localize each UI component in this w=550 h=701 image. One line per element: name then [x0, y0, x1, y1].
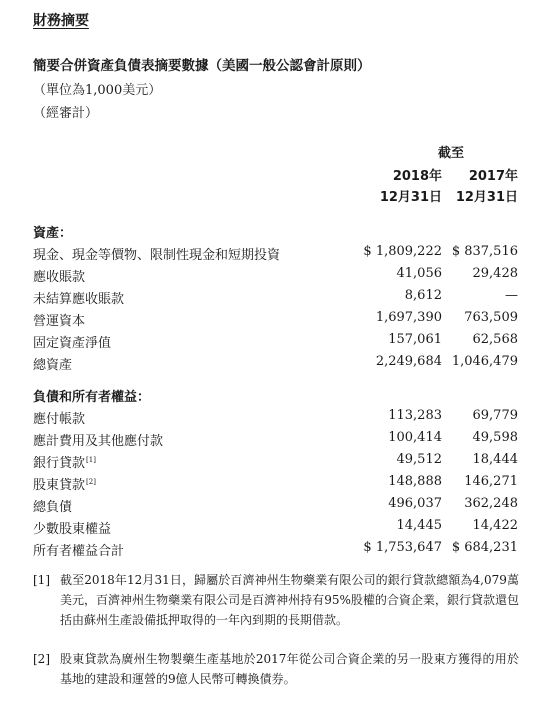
value-2017: 49,598	[472, 430, 518, 445]
unit-note: （單位為1,000美元）	[33, 83, 162, 98]
footnote-text: 股東貸款為廣州生物製藥生產基地於2017年從公司合資企業的另一股東方獲得的用於基地的建設和運營的9億人民幣可轉換債券。	[60, 652, 519, 686]
footnote-mark: [1]	[33, 573, 50, 587]
footnote-text: 截至2018年12月31日，歸屬於百濟神州生物藥業有限公司的銀行貸款總額為4,079萬美元，百濟神州生物藥業有限公司是百濟神州持有95%股權的合資企業，銀行貸款還包括由蘇州生產設備抵押取得的一年內到期的長期借款。	[60, 573, 519, 627]
table-row	[0, 408, 550, 430]
row-label: 固定資產淨值	[33, 336, 112, 351]
header-col-2017-year: 2017年	[468, 169, 518, 184]
table-row	[0, 288, 550, 310]
assets-group-label: 資產：	[33, 226, 73, 241]
row-label: 未結算應收賬款	[33, 292, 125, 307]
audit-note: （經審計）	[33, 106, 99, 121]
row-label: 應計費用及其他應付款	[33, 434, 164, 449]
value-2017: —	[505, 288, 518, 303]
value-2018: 113,283	[388, 408, 442, 423]
row-label: 應收賬款	[33, 270, 86, 285]
table-row	[0, 518, 550, 540]
table-row	[0, 310, 550, 332]
value-2017: 146,271	[464, 474, 518, 489]
table-row	[0, 354, 550, 376]
value-2017: 62,568	[472, 332, 518, 347]
table-row	[0, 474, 550, 496]
value-2018: $ 1,809,222	[363, 244, 442, 259]
footnote-ref: [2]	[86, 477, 96, 486]
value-2018: 8,612	[404, 288, 442, 303]
footnote-ref: [1]	[86, 455, 96, 464]
value-2017: 763,509	[464, 310, 518, 325]
footnote-1	[33, 570, 519, 630]
report-title: 簡要合併資產負債表摘要數據（美國一般公認會計原則）	[33, 58, 371, 74]
header-col-2018-date: 12月31日	[379, 190, 442, 205]
footnote-2	[33, 649, 519, 689]
header-col-2018-year: 2018年	[392, 169, 442, 184]
section-title: 財務摘要	[33, 13, 89, 29]
value-2017: 18,444	[472, 452, 518, 467]
value-2017: 1,046,479	[451, 354, 518, 369]
table-row	[0, 496, 550, 518]
value-2018: 148,888	[388, 474, 442, 489]
value-2018: 1,697,390	[375, 310, 442, 325]
row-label: 應付帳款	[33, 412, 86, 427]
row-label: 總負債	[33, 500, 73, 515]
row-label: 營運資本	[33, 314, 86, 329]
table-row	[0, 540, 550, 562]
row-label: 總資產	[33, 358, 73, 373]
value-2018: 100,414	[388, 430, 442, 445]
value-2017: $ 837,516	[451, 244, 518, 259]
header-as-of: 截至	[437, 146, 464, 161]
row-label: 股東貸款[2]	[33, 477, 96, 493]
value-2017: 14,422	[472, 518, 518, 533]
value-2017: $ 684,231	[451, 540, 518, 555]
header-col-2017-date: 12月31日	[455, 190, 518, 205]
row-label: 銀行貸款[1]	[33, 455, 96, 471]
value-2018: 2,249,684	[375, 354, 442, 369]
value-2018: 14,445	[396, 518, 442, 533]
row-label: 現金、現金等價物、限制性現金和短期投資	[33, 248, 281, 263]
row-label: 少數股東權益	[33, 522, 112, 537]
table-row	[0, 332, 550, 354]
value-2018: $ 1,753,647	[363, 540, 442, 555]
table-row	[0, 452, 550, 474]
value-2018: 49,512	[396, 452, 442, 467]
value-2017: 29,428	[472, 266, 518, 281]
value-2017: 362,248	[464, 496, 518, 511]
value-2018: 157,061	[388, 332, 442, 347]
value-2017: 69,779	[472, 408, 518, 423]
liabilities-group-label: 負債和所有者權益：	[33, 390, 151, 405]
row-label: 所有者權益合計	[33, 544, 125, 559]
table-row	[0, 430, 550, 452]
value-2018: 496,037	[388, 496, 442, 511]
table-row	[0, 266, 550, 288]
footnote-mark: [2]	[33, 652, 50, 666]
table-row	[0, 244, 550, 266]
value-2018: 41,056	[396, 266, 442, 281]
